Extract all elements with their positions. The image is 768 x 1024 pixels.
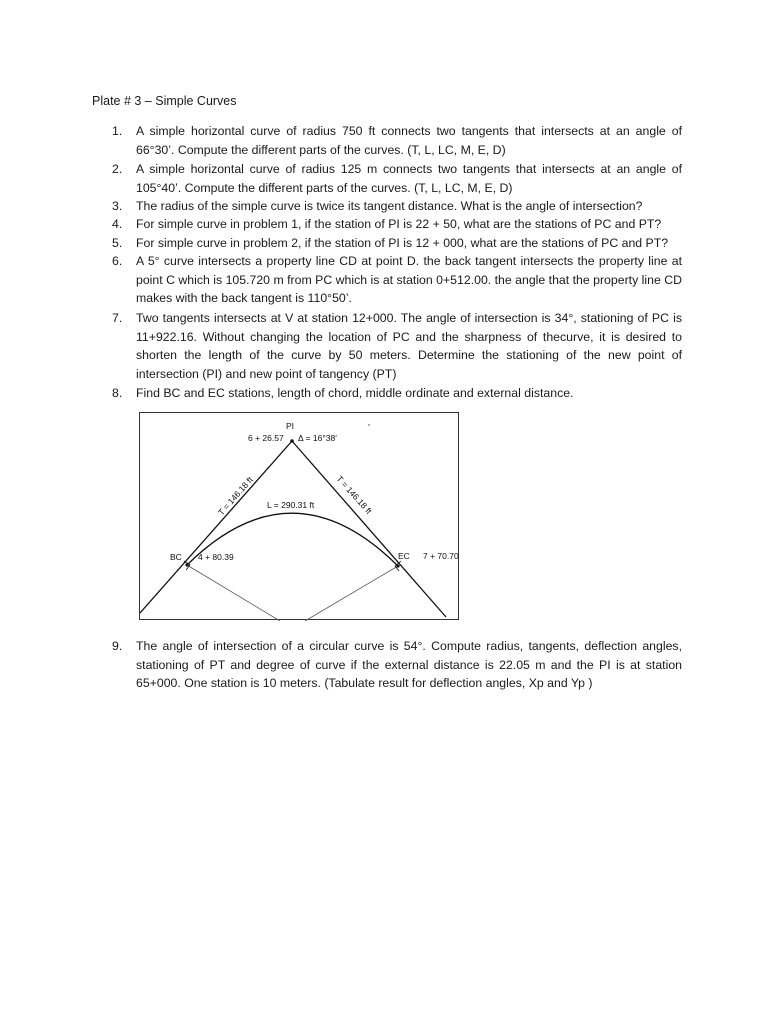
problem-number: 6.: [112, 254, 123, 268]
problem-3: [92, 197, 682, 216]
curve-diagram: [139, 412, 459, 620]
problem-text: A simple horizontal curve of radius 750 ft connects two tangents that intersects at an angle of 66°30’. Compute the different parts of the curves. (T, L, LC, M, E, D): [136, 124, 682, 157]
problem-number: 3.: [112, 199, 123, 213]
bc-point: [185, 563, 188, 566]
ec-station-label: 7 + 70.70: [423, 551, 459, 561]
problem-text: Find BC and EC stations, length of chord, middle ordinate and external distance.: [136, 386, 574, 400]
problem-text: A 5° curve intersects a property line CD at point D. the back tangent intersects the property line at point C which is 105.720 m from PC which is at station 0+512.00. the angle that the property line CD makes with the back tangent is 110°50’.: [136, 254, 682, 305]
problem-4: [92, 215, 682, 234]
delta-label: Δ = 16°38′: [298, 433, 337, 443]
problem-6: [92, 252, 682, 308]
problem-text: The radius of the simple curve is twice its tangent distance. What is the angle of intersection?: [136, 199, 643, 213]
problem-number: 9.: [112, 639, 123, 653]
ec-label: EC: [398, 551, 410, 561]
problem-number: 8.: [112, 386, 123, 400]
problem-number: 2.: [112, 162, 123, 176]
problem-2: [92, 160, 682, 197]
problem-text: For simple curve in problem 1, if the station of PI is 22 + 50, what are the stations of PC and PT?: [136, 217, 662, 231]
problem-text: Two tangents intersects at V at station 12+000. The angle of intersection is 34°, stationing of PC is 11+922.16. Without changing the location of PC and the sharpness of thecurve, it is desired to shorten the length of the curve by 50 meters. Determine the stationing of the new point of intersection (PI) and new point of tangency (PT): [136, 311, 682, 381]
bc-station-label: 4 + 80.39: [198, 552, 234, 562]
problem-number: 4.: [112, 217, 123, 231]
problem-text: The angle of intersection of a circular curve is 54°. Compute radius, tangents, deflection angles, stationing of PT and degree of curve if the external distance is 22.05 m and the PI is at station 65+000. One station is 10 meters. (Tabulate result for deflection angles, Xp and Yp ): [136, 639, 682, 690]
pi-point: [290, 439, 294, 443]
problem-9: [92, 637, 682, 693]
problem-8: [92, 384, 682, 403]
problem-number: 7.: [112, 311, 123, 325]
bc-label: BC: [170, 552, 182, 562]
problem-1: [92, 122, 682, 159]
problem-text: For simple curve in problem 2, if the station of PI is 12 + 000, what are the stations of PC and PT?: [136, 236, 669, 250]
stray-mark: [368, 424, 369, 425]
problem-text: A simple horizontal curve of radius 125 m connects two tangents that intersects at an angle of 105°40’. Compute the different parts of the curves. (T, L, LC, M, E, D): [136, 162, 682, 195]
pi-label: PI: [286, 421, 295, 431]
problem-number: 1.: [112, 124, 123, 138]
radius-line-ec: [305, 566, 398, 621]
tangent-right-label: T = 146.18 ft: [334, 473, 374, 516]
tangent-left-label: T = 146.18 ft: [215, 474, 255, 518]
curve-length-label: L = 290.31 ft: [267, 500, 315, 510]
problem-5: [92, 234, 682, 253]
forward-tangent-line: [292, 441, 446, 617]
problem-7: [92, 309, 682, 383]
curve-diagram-svg: [140, 413, 460, 621]
radius-line-bc: [187, 565, 280, 621]
pi-station-label: 6 + 26.57: [248, 433, 284, 443]
ec-point: [396, 564, 399, 567]
back-tangent-line: [140, 441, 292, 613]
problem-number: 5.: [112, 236, 123, 250]
page-title: Plate # 3 – Simple Curves: [92, 94, 237, 108]
